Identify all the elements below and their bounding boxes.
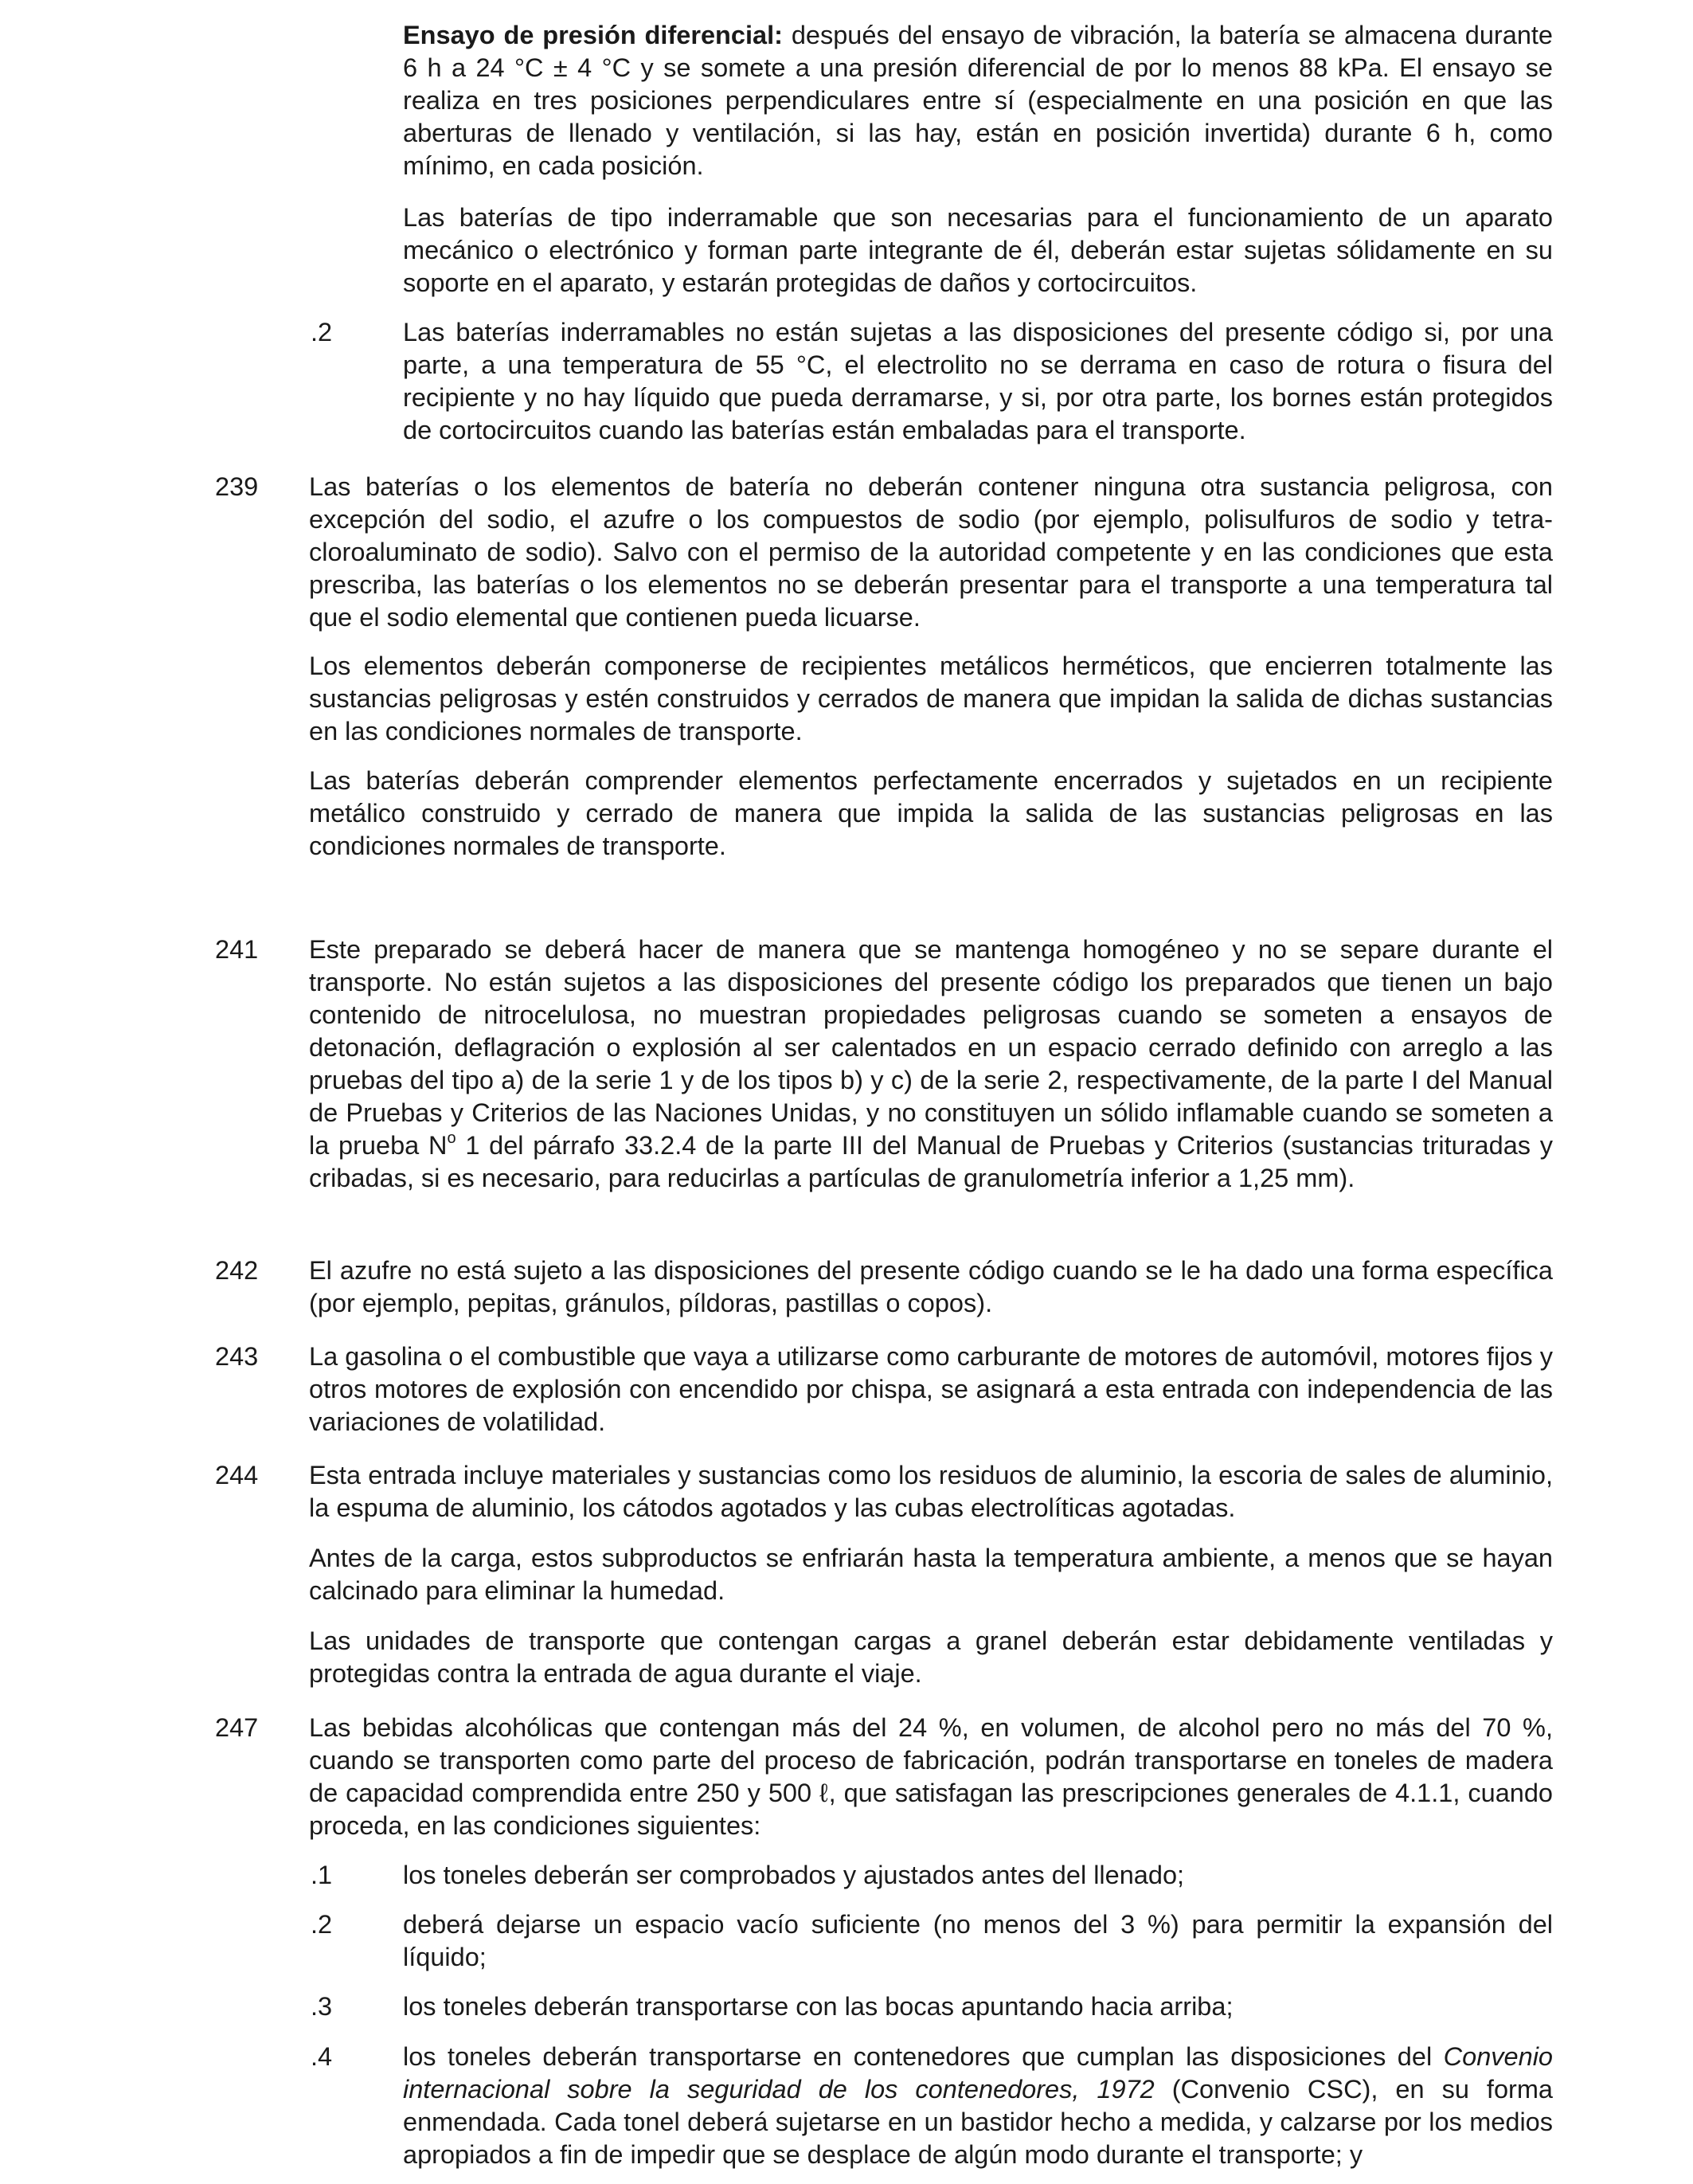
section-239-paragraph-1: Las baterías o los elementos de batería no deberán contener ninguna otra sustancia peligrosa, con excepción del sodio, el azufre o los compuestos de sodio (por ejemplo, polisulfuros de sodio y tetracloroaluminato de sodio). Salvo con el permiso de la autoridad competente y en las condiciones que esta prescriba, las baterías o los elementos no se deberán presentar para el transporte a una temperatura tal que el sodio elemental que contienen pueda licuarse. [309, 472, 1553, 632]
section-247-paragraph: Las bebidas alcohólicas que contengan más del 24 %, en volumen, de alcohol pero no más del 70 %, cuando se transporten como parte del proceso de fabricación, podrán transportarse en toneles de madera de capacidad comprendida entre 250 y 500 ℓ, que satisfagan las prescripciones generales de 4.1.1, cuando proceda, en las condiciones siguientes: [309, 1713, 1553, 1840]
section-241-paragraph [309, 933, 1553, 1195]
section-number-244: 244 [215, 1461, 259, 1489]
section-244-paragraph-1: Esta entrada incluye materiales y sustancias como los residuos de aluminio, la escoria de sales de aluminio, la espuma de aluminio, los cátodos agotados y las cubas electrolíticas agotadas. [309, 1461, 1553, 1522]
section-241-text-b: 1 del párrafo 33.2.4 de la parte III del Manual de Pruebas y Criterios (sustancias trituradas y cribadas, si es necesario, para reducirlas a partículas de granulometría inferior a 1,25 mm). [309, 1131, 1554, 1192]
section-number-241: 241 [215, 935, 259, 964]
list-item-text-a: los toneles deberán transportarse en contenedores que cumplan las disposiciones del [403, 2042, 1444, 2071]
paragraph-pressure-test [403, 19, 1553, 182]
item-text: Las baterías inderramables no están sujetas a las disposiciones del presente código si, por una parte, a una temperatura de 55 °C, el electrolito no se derrama en caso de rotura o fisura del recipiente y no hay líquido que pueda derramarse, y si, por otra parte, los bornes están protegidos de cortocircuitos cuando las baterías están embaladas para el transporte. [403, 318, 1553, 444]
list-item-text-b: (Convenio CSC), en su forma enmendada. Cada tonel deberá sujetarse en un bastidor hecho a medida, y calzarse por los medios apropiados a fin de impedir que se desplace de algún modo durante el transporte; y [403, 2075, 1554, 2169]
section-239-paragraph-2: Los elementos deberán componerse de recipientes metálicos herméticos, que encierren totalmente las sustancias peligrosas y estén construidos y cerrados de manera que impidan la salida de dichas sustancias en las condiciones normales de transporte. [309, 652, 1553, 746]
list-item-text: los toneles deberán transportarse con las bocas apuntando hacia arriba; [403, 1992, 1234, 2021]
section-244-paragraph-2: Antes de la carga, estos subproductos se enfriarán hasta la temperatura ambiente, a menos que se hayan calcinado para eliminar la humedad. [309, 1544, 1553, 1605]
section-number-247: 247 [215, 1713, 259, 1742]
section-243-paragraph: La gasolina o el combustible que vaya a utilizarse como carburante de motores de automóvil, motores fijos y otros motores de explosión con encendido por chispa, se asignará a esta entrada con independencia de las variaciones de volatilidad. [309, 1342, 1553, 1436]
section-number-239: 239 [215, 472, 259, 501]
section-241-superscript: o [447, 1129, 456, 1148]
section-244-paragraph-3: Las unidades de transporte que contengan cargas a granel deberán estar debidamente ventiladas y protegidas contra la entrada de agua durante el viaje. [309, 1626, 1553, 1688]
paragraph-label: Ensayo de presión diferencial: [403, 21, 783, 49]
list-item-text: deberá dejarse un espacio vacío suficiente (no menos del 3 %) para permitir la expansión del líquido; [403, 1910, 1553, 1971]
list-item-text: los toneles deberán ser comprobados y ajustados antes del llenado; [403, 1861, 1185, 1889]
list-item-number: .4 [311, 2042, 333, 2071]
section-239-paragraph-3: Las baterías deberán comprender elementos perfectamente encerrados y sujetados en un recipiente metálico construido y cerrado de manera que impida la salida de las sustancias peligrosas en las condiciones normales de transporte. [309, 766, 1553, 860]
list-item-number: .2 [311, 1910, 333, 1939]
paragraph-text: después del ensayo de vibración, la batería se almacena durante 6 h a 24 °C ± 4 °C y se somete a una presión diferencial de por lo menos 88 kPa. El ensayo se realiza en tres posiciones perpendiculares entre sí (especialmente en una posición en que las aberturas de llenado y ventilación, si las hay, están en posición invertida) durante 6 h, como mínimo, en cada posición. [403, 21, 1553, 180]
paragraph-nonspillable: Las baterías de tipo inderramable que son necesarias para el funcionamiento de un aparato mecánico o electrónico y forman parte integrante de él, deberán estar sujetas sólidamente en su soporte en el aparato, y estarán protegidas de daños y cortocircuitos. [403, 203, 1553, 297]
section-number-243: 243 [215, 1342, 259, 1371]
list-item-number: .1 [311, 1861, 333, 1889]
section-number-242: 242 [215, 1256, 259, 1285]
list-item-number: .3 [311, 1992, 333, 2021]
convention-title: Convenio internacional sobre la seguridad de los contenedores, 1972 [403, 2042, 1553, 2104]
item-number: .2 [311, 318, 333, 346]
section-241-text-a: Este preparado se deberá hacer de manera que se mantenga homogéneo y no se separe durante el transporte. No están sujetos a las disposiciones del presente código los preparados que tienen un bajo contenido de nitrocelulosa, no muestran propiedades peligrosas cuando se someten a ensayos de detonación, deflagración o explosión al ser calentados en un espacio cerrado definido con arreglo a las pruebas del tipo a) de la serie 1 y de los tipos b) y c) de la serie 2, respectivamente, de la parte I del Manual de Pruebas y Criterios de las Naciones Unidas, y no constituyen un sólido inflamable cuando se someten a la prueba N [309, 935, 1553, 1160]
list-item-text [403, 2041, 1553, 2171]
section-242-paragraph: El azufre no está sujeto a las disposiciones del presente código cuando se le ha dado una forma específica (por ejemplo, pepitas, gránulos, píldoras, pastillas o copos). [309, 1256, 1553, 1317]
